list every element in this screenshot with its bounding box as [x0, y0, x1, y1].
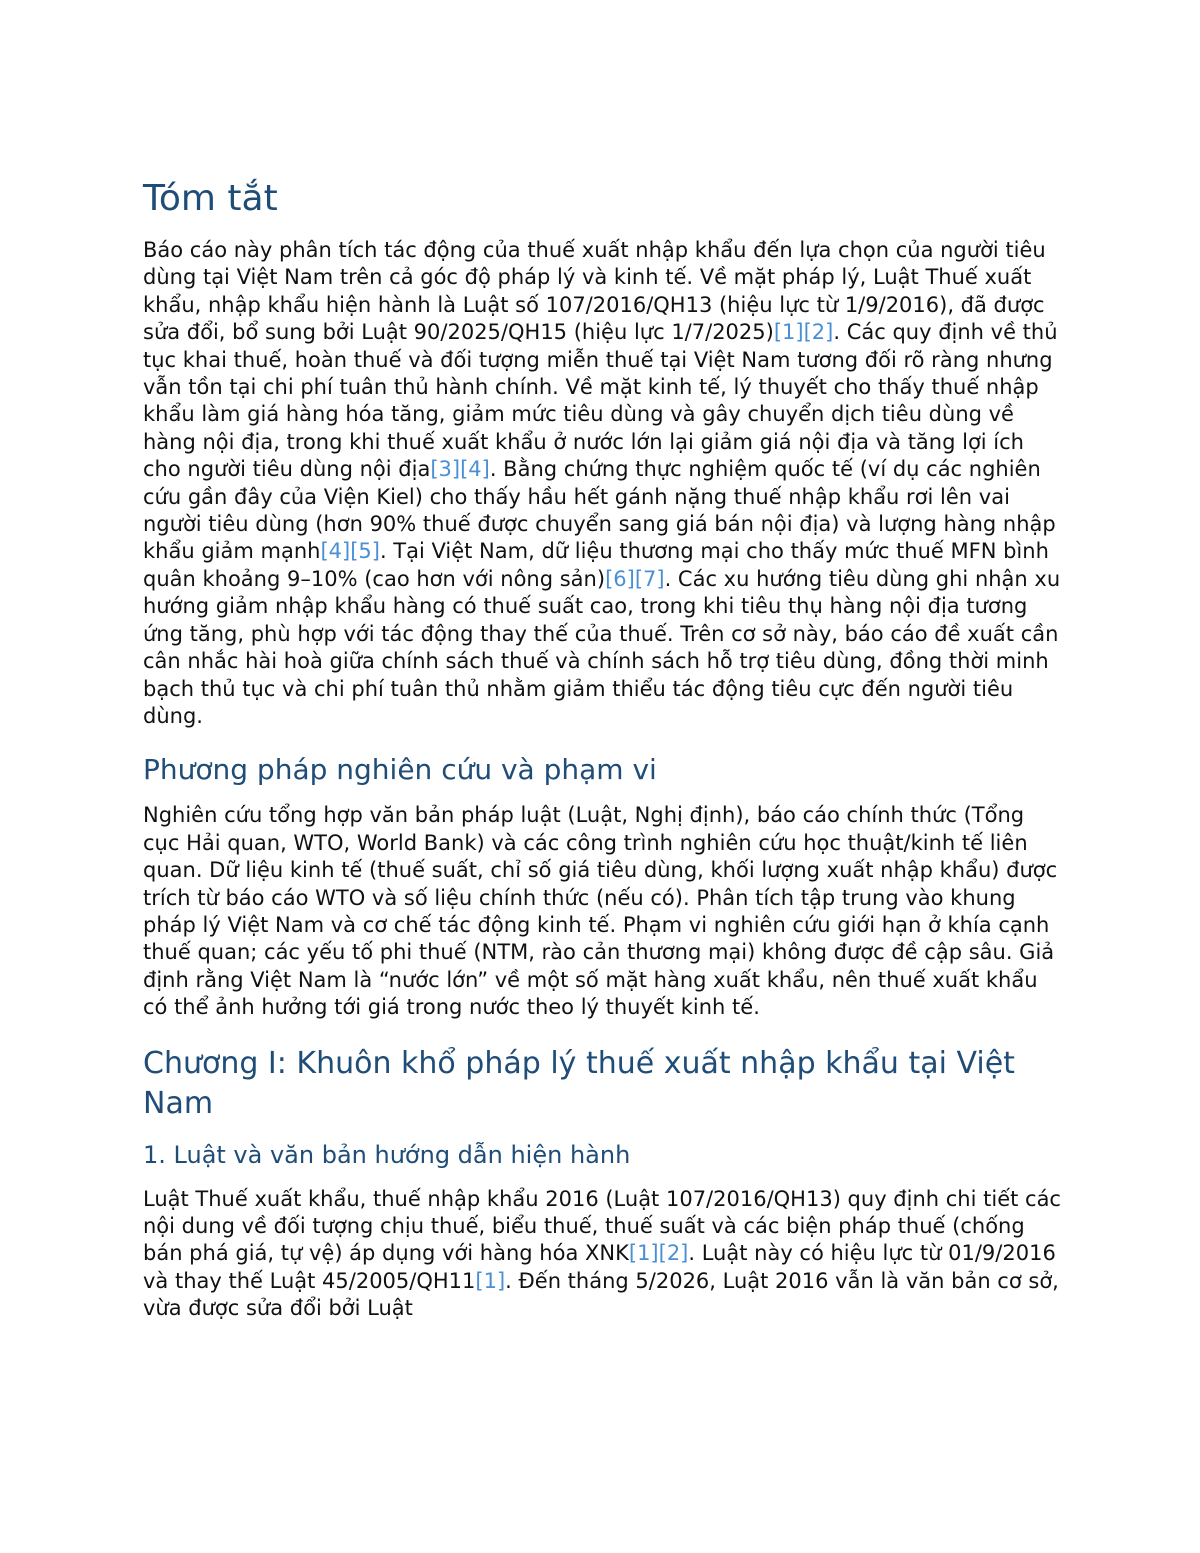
methods-heading: Phương pháp nghiên cứu và phạm vi — [143, 753, 657, 787]
chapter1-text-2: . Luật này có hiệu lực từ 01/9/2016 và thay thế Luật 45/2005/QH11 — [143, 1241, 1056, 1293]
citation-link[interactable]: [4] — [460, 457, 490, 482]
citation-link[interactable]: [1] — [628, 1241, 659, 1266]
citation-link[interactable]: [1] — [773, 320, 804, 345]
summary-text-4: . Tại Việt Nam, dữ liệu thương mại cho thấy mức thuế MFN bình quân khoảng 9–10% (cao hơn với nông sản) — [143, 539, 1049, 591]
chapter1-subheading: 1. Luật và văn bản hướng dẫn hiện hành — [143, 1140, 631, 1169]
citation-link[interactable]: [3] — [430, 457, 461, 482]
chapter1-text-3: . Đến tháng 5/2026, Luật 2016 vẫn là văn bản cơ sở, vừa được sửa đổi bởi Luật — [143, 1268, 1059, 1321]
citation-link[interactable]: [6] — [605, 566, 635, 591]
citation-link[interactable]: [4] — [320, 539, 351, 564]
document-page — [143, 175, 1063, 1345]
summary-paragraph — [143, 237, 1063, 730]
citation-link[interactable]: [5] — [350, 539, 380, 564]
methods-paragraph: Nghiên cứu tổng hợp văn bản pháp luật (Luật, Nghị định), báo cáo chính thức (Tổng cục Hải quan, WTO, World Bank) và các công trình nghiên cứu học thuật/kinh tế liên quan. Dữ liệu kinh tế (thuế suất, chỉ số giá tiêu dùng, khối lượng xuất nhập khẩu) được trích từ báo cáo WTO và số liệu chính thức (nếu có). Phân tích tập trung vào khung pháp lý Việt Nam và cơ chế tác động kinh tế. Phạm vi nghiên cứu giới hạn ở khía cạnh thuế quan; các yếu tố phi thuế (NTM, rào cản thương mại) không được đề cập sâu. Giả định rằng Việt Nam là “nước lớn” về một số mặt hàng xuất khẩu, nên thuế xuất khẩu có thể ảnh hưởng tới giá trong nước theo lý thuyết kinh tế. — [143, 803, 1058, 1020]
chapter1-paragraph — [143, 1186, 1063, 1323]
summary-text-5: . Các xu hướng tiêu dùng ghi nhận xu hướng giảm nhập khẩu hàng có thuế suất cao, trong khi tiêu thụ hàng nội địa tương ứng tăng, phù hợp với tác động thay thế của thuế. Trên cơ sở này, báo cáo đề xuất cần cân nhắc hài hoà giữa chính sách thuế và chính sách hỗ trợ tiêu dùng, đồng thời minh bạch thủ tục và chi phí tuân thủ nhằm giảm thiểu tác động tiêu cực đến người tiêu dùng. — [143, 566, 1061, 728]
chapter1-heading: Chương I: Khuôn khổ pháp lý thuế xuất nhập khẩu tại Việt Nam — [143, 1045, 1015, 1121]
citation-link[interactable]: [1] — [475, 1268, 506, 1293]
chapter1-text-1: Luật Thuế xuất khẩu, thuế nhập khẩu 2016 (Luật 107/2016/QH13) quy định chi tiết các nội dung về đối tượng chịu thuế, biểu thuế, thuế suất và các biện pháp thuế (chống bán phá giá, tự vệ) áp dụng với hàng hóa XNK — [143, 1186, 1061, 1266]
summary-text-3: . Bằng chứng thực nghiệm quốc tế (ví dụ các nghiên cứu gần đây của Viện Kiel) cho thấy hầu hết gánh nặng thuế nhập khẩu rơi lên vai người tiêu dùng (hơn 90% thuế được chuyển sang giá bán nội địa) và lượng hàng nhập khẩu giảm mạnh — [143, 457, 1056, 564]
summary-text-1: Báo cáo này phân tích tác động của thuế xuất nhập khẩu đến lựa chọn của người tiêu dùng tại Việt Nam trên cả góc độ pháp lý và kinh tế. Về mặt pháp lý, Luật Thuế xuất khẩu, nhập khẩu hiện hành là Luật số 107/2016/QH13 (hiệu lực từ 1/9/2016), đã được sửa đổi, bổ sung bởi Luật 90/2025/QH15 (hiệu lực 1/7/2025) — [143, 238, 1046, 345]
summary-text-2: . Các quy định về thủ tục khai thuế, hoàn thuế và đối tượng miễn thuế tại Việt Nam tương đối rõ ràng nhưng vẫn tồn tại chi phí tuân thủ hành chính. Về mặt kinh tế, lý thuyết cho thấy thuế nhập khẩu làm giá hàng hóa tăng, giảm mức tiêu dùng và gây chuyển dịch tiêu dùng về hàng nội địa, trong khi thuế xuất khẩu ở nước lớn lại giảm giá nội địa và tăng lợi ích cho người tiêu dùng nội địa — [143, 320, 1058, 482]
citation-link[interactable]: [2] — [803, 320, 834, 345]
citation-link[interactable]: [2] — [658, 1241, 689, 1266]
summary-heading: Tóm tắt — [143, 178, 278, 219]
citation-link[interactable]: [7] — [634, 566, 665, 591]
